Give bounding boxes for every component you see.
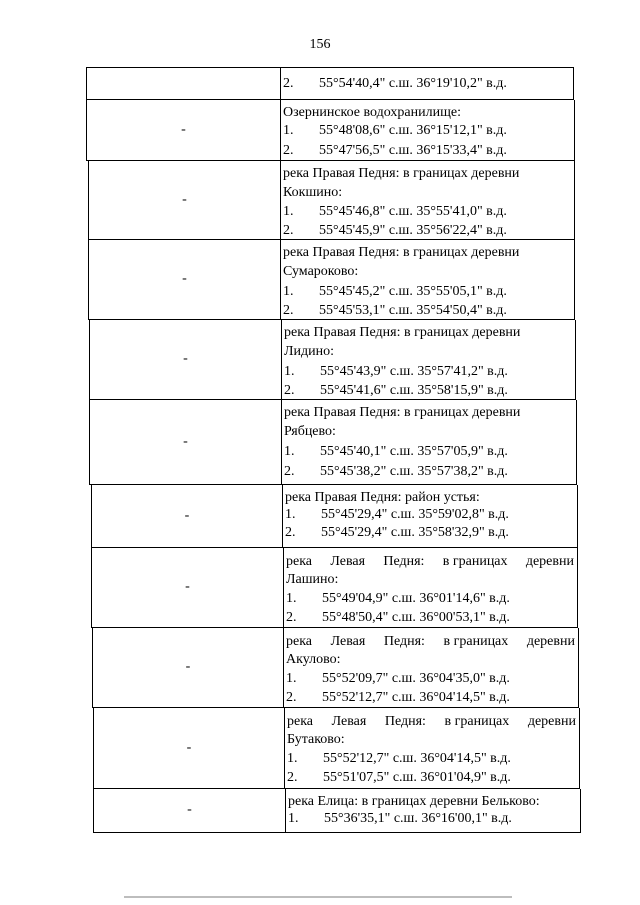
point-coordinates: 55°45'40,1" с.ш. 35°57'05,9" в.д.	[320, 444, 508, 459]
object-title	[286, 552, 574, 572]
left-cell	[87, 100, 281, 160]
village-name: Лидино:	[284, 344, 334, 359]
left-cell	[94, 708, 285, 788]
left-cell	[87, 68, 281, 99]
object-title: Озернинское водохранилище:	[283, 105, 461, 120]
right-cell	[284, 628, 578, 707]
title-word: река	[286, 554, 313, 569]
right-cell	[284, 548, 577, 627]
point-coordinates: 55°45'46,8" с.ш. 35°55'41,0" в.д.	[319, 204, 507, 219]
object-title	[287, 712, 576, 732]
point-coordinates: 55°45'29,4" с.ш. 35°59'02,8" в.д.	[321, 507, 509, 522]
point-coordinates: 55°48'50,4" с.ш. 36°00'53,1" в.д.	[322, 610, 510, 625]
coordinate-point	[284, 381, 508, 401]
dash-mark: -	[183, 351, 188, 366]
point-coordinates: 55°48'08,6" с.ш. 36°15'12,1" в.д.	[319, 123, 507, 138]
point-number: 2.	[283, 303, 294, 318]
title-word: деревни	[526, 634, 575, 649]
dash-mark: -	[186, 739, 192, 755]
title-word: деревни	[527, 714, 576, 729]
right-cell	[281, 240, 574, 319]
right-cell	[281, 68, 573, 99]
point-coordinates: 55°54'40,4" с.ш. 36°19'10,2" в.д.	[319, 76, 507, 91]
title-word: река	[286, 634, 313, 649]
coordinate-point	[286, 608, 510, 628]
point-number: 1.	[286, 671, 297, 686]
title-word: Педня:	[383, 554, 425, 569]
coordinate-point	[283, 202, 507, 222]
title-word: в границах	[444, 714, 510, 729]
table-row	[93, 708, 580, 789]
object-title: река Правая Педня: в границах деревни	[284, 405, 521, 420]
point-number: 2.	[283, 143, 294, 158]
coordinate-point	[286, 589, 510, 609]
coordinate-point	[283, 221, 507, 241]
point-coordinates: 55°45'53,1" с.ш. 35°54'50,4" в.д.	[319, 303, 507, 318]
village-name: Кокшино:	[283, 185, 343, 200]
title-word: Педня:	[383, 634, 425, 649]
point-coordinates: 55°45'29,4" с.ш. 35°58'32,9" в.д.	[321, 525, 509, 540]
point-number: 1.	[283, 204, 294, 219]
point-number: 2.	[283, 76, 294, 91]
table-row	[86, 100, 575, 161]
title-word: Педня:	[384, 714, 426, 729]
table-row	[92, 628, 579, 708]
dash-mark: -	[184, 507, 190, 523]
coordinate-point	[288, 809, 512, 829]
dash-mark: -	[185, 579, 190, 594]
coordinate-point	[285, 505, 509, 525]
point-coordinates: 55°52'09,7" с.ш. 36°04'35,0" в.д.	[322, 671, 510, 686]
object-title: река Правая Педня: район устья:	[285, 490, 480, 505]
table-row	[88, 240, 575, 320]
object-title: река Елица: в границах деревни Бельково:	[288, 794, 540, 809]
object-title	[286, 632, 575, 652]
point-coordinates: 55°47'56,5" с.ш. 36°15'33,4" в.д.	[319, 143, 507, 158]
village-name: Лашино:	[286, 572, 339, 587]
point-number: 2.	[286, 610, 297, 625]
table-row	[91, 548, 578, 628]
point-number: 1.	[284, 364, 295, 379]
point-number: 2.	[287, 770, 298, 785]
table-row	[93, 789, 581, 833]
point-coordinates: 55°45'45,9" с.ш. 35°56'22,4" в.д.	[319, 223, 507, 238]
coordinate-point	[284, 442, 508, 462]
table-row	[89, 400, 577, 485]
dash-mark: -	[182, 271, 187, 286]
title-word: в границах	[442, 554, 508, 569]
right-cell	[285, 708, 579, 788]
point-coordinates: 55°51'07,5" с.ш. 36°01'04,9" в.д.	[323, 770, 511, 785]
title-word: Левая	[330, 554, 366, 569]
coordinate-point	[287, 749, 511, 769]
title-word: Левая	[331, 714, 367, 729]
right-cell	[281, 161, 574, 239]
left-cell	[90, 320, 282, 399]
title-word: в границах	[443, 634, 509, 649]
point-number: 1.	[284, 444, 295, 459]
village-name: Бутаково:	[287, 732, 345, 747]
coordinate-point	[287, 768, 511, 788]
point-coordinates: 55°45'41,6" с.ш. 35°58'15,9" в.д.	[320, 383, 508, 398]
point-number: 1.	[287, 751, 298, 766]
coordinate-point	[285, 523, 509, 543]
point-number: 2.	[283, 223, 294, 238]
point-number: 1.	[286, 591, 297, 606]
point-number: 2.	[285, 525, 296, 540]
left-cell	[89, 161, 281, 239]
left-cell	[89, 240, 281, 319]
right-cell	[281, 100, 574, 160]
table-row	[89, 320, 576, 400]
left-cell	[90, 400, 282, 484]
point-number: 2.	[286, 690, 297, 705]
page-number: 156	[309, 37, 331, 52]
coordinate-point	[286, 669, 510, 689]
point-number: 1.	[283, 284, 294, 299]
coordinate-point	[283, 301, 507, 321]
point-coordinates: 55°45'43,9" с.ш. 35°57'41,2" в.д.	[320, 364, 508, 379]
point-number: 1.	[285, 507, 296, 522]
point-coordinates: 55°36'35,1" с.ш. 36°16'00,1" в.д.	[324, 811, 512, 826]
right-cell	[283, 485, 577, 547]
point-number: 1.	[288, 811, 299, 826]
village-name: Рябцево:	[284, 424, 336, 439]
point-coordinates: 55°49'04,9" с.ш. 36°01'14,6" в.д.	[322, 591, 510, 606]
dash-mark: -	[187, 802, 192, 817]
coordinate-point	[283, 141, 507, 161]
village-name: Сумароково:	[283, 264, 359, 279]
point-number: 2.	[284, 464, 295, 479]
dash-mark: -	[181, 121, 186, 137]
right-cell	[282, 320, 575, 399]
left-cell	[92, 485, 283, 547]
table-row	[86, 67, 574, 100]
table-row	[91, 485, 578, 548]
title-word: Левая	[330, 634, 366, 649]
right-cell	[282, 400, 576, 484]
title-word: деревни	[525, 554, 574, 569]
point-number: 2.	[284, 383, 295, 398]
coordinate-point	[284, 362, 508, 382]
point-coordinates: 55°52'12,7" с.ш. 36°04'14,5" в.д.	[322, 690, 510, 705]
coordinate-point	[286, 688, 510, 708]
coordinate-point	[283, 121, 507, 141]
dash-mark: -	[185, 659, 191, 674]
coordinate-point	[284, 462, 508, 482]
left-cell	[92, 548, 284, 627]
point-coordinates: 55°45'45,2" с.ш. 35°55'05,1" в.д.	[319, 284, 507, 299]
point-coordinates: 55°52'12,7" с.ш. 36°04'14,5" в.д.	[323, 751, 511, 766]
object-title: река Правая Педня: в границах деревни	[284, 325, 521, 340]
object-title: река Правая Педня: в границах деревни	[283, 245, 520, 260]
object-title: река Правая Педня: в границах деревни	[283, 166, 520, 181]
village-name: Акулово:	[286, 652, 341, 667]
dash-mark: -	[183, 433, 188, 449]
right-cell	[286, 789, 580, 832]
title-word: река	[287, 714, 314, 729]
coordinate-point	[283, 74, 507, 94]
table-row	[88, 161, 575, 240]
scan-edge-shadow	[124, 896, 512, 898]
point-coordinates: 55°45'38,2" с.ш. 35°57'38,2" в.д.	[320, 464, 508, 479]
point-number: 1.	[283, 123, 294, 138]
left-cell	[94, 789, 286, 832]
left-cell	[93, 628, 284, 707]
dash-mark: -	[182, 191, 187, 207]
coordinate-point	[283, 282, 507, 302]
